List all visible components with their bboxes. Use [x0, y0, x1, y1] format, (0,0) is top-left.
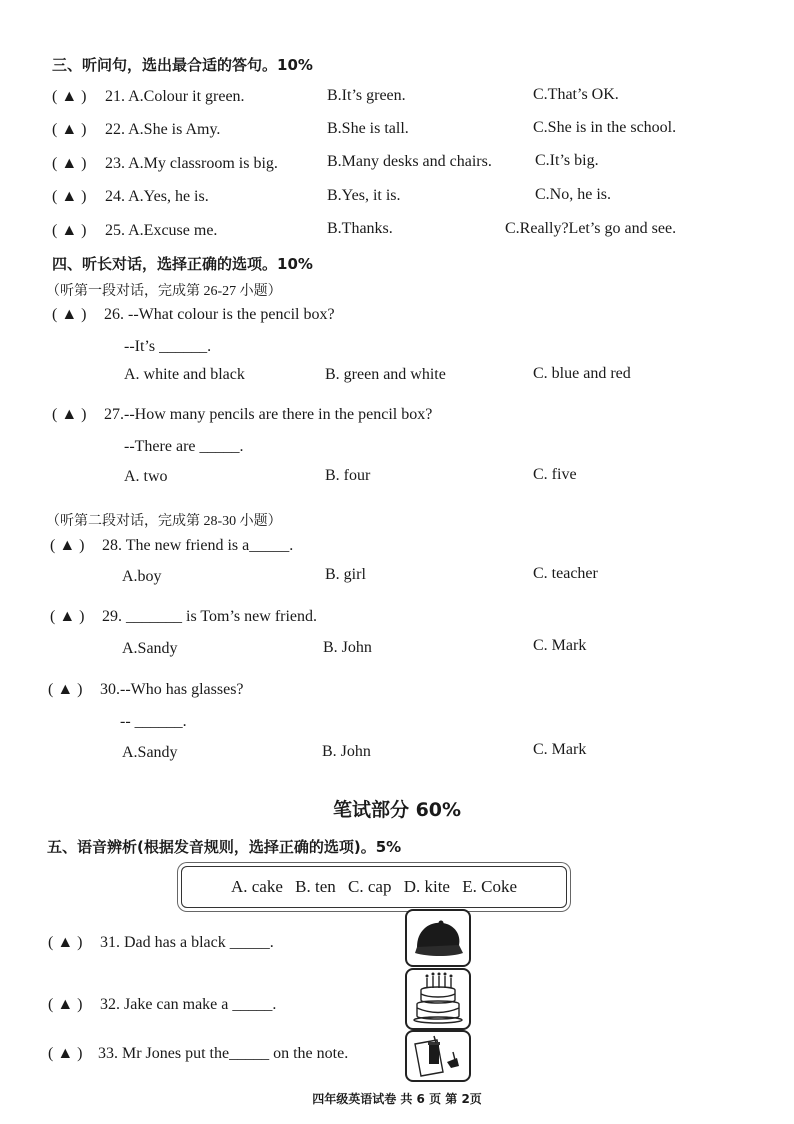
answer-paren[interactable]: ( ▲ ): [52, 222, 87, 239]
section3-title: 三、听问句，选出最合适的答句。10%: [52, 56, 313, 74]
option-c: C.It’s big.: [535, 152, 599, 169]
word-option-a: A. cake: [230, 877, 283, 896]
cap-icon: [407, 911, 469, 965]
option-b: B. John: [322, 743, 371, 760]
word-option-d: D. kite: [403, 877, 450, 896]
section5-title: 五、语音辨析(根据发音规则，选择正确的选项)。5%: [47, 838, 402, 856]
option-b: B. girl: [325, 566, 366, 583]
option-c: C.Really?Let’s go and see.: [505, 220, 677, 237]
option-a: A. white and black: [124, 366, 245, 383]
coke-picture: [405, 1030, 471, 1082]
word-bank: [182, 877, 566, 897]
option-c: C.She is in the school.: [533, 119, 677, 136]
option-c: C.No, he is.: [535, 186, 611, 203]
answer-paren[interactable]: ( ▲ ): [52, 306, 87, 323]
cake-icon: [407, 970, 469, 1028]
section4-title: 四、听长对话，选择正确的选项。10%: [52, 255, 313, 273]
option-c: C. Mark: [533, 741, 587, 758]
word-option-b: B. ten: [295, 877, 336, 896]
option-c: C. Mark: [533, 637, 587, 654]
cake-picture: [405, 968, 471, 1030]
option-b: B. four: [325, 467, 371, 484]
question-prompt: 31. Dad has a black _____.: [100, 934, 274, 951]
answer-paren[interactable]: ( ▲ ): [52, 121, 87, 138]
option-b: B.Yes, it is.: [327, 187, 401, 204]
question-prompt: 33. Mr Jones put the_____ on the note.: [98, 1045, 349, 1062]
option-b: B. green and white: [325, 366, 446, 383]
page-footer: 四年级英语试卷 共 6 页 第 2页: [312, 1092, 482, 1106]
question-prompt: 22. A.She is Amy.: [105, 121, 221, 138]
section4-note-2: （听第二段对话，完成第 28-30 小题）: [46, 514, 282, 529]
option-c: C. five: [533, 466, 577, 483]
option-b: B.She is tall.: [327, 120, 409, 137]
answer-line: -- ______.: [120, 713, 187, 730]
word-option-c: C. cap: [348, 877, 392, 896]
answer-paren[interactable]: ( ▲ ): [50, 537, 85, 554]
answer-paren[interactable]: ( ▲ ): [48, 1045, 83, 1062]
answer-line: --It’s ______.: [124, 338, 212, 355]
question-prompt: 21. A.Colour it green.: [105, 88, 245, 105]
option-a: A.Sandy: [122, 640, 178, 657]
word-option-e: E. Coke: [462, 877, 518, 896]
option-c: C. blue and red: [533, 365, 631, 382]
question-prompt: 30.--Who has glasses?: [100, 681, 244, 698]
question-prompt: 28. The new friend is a_____.: [102, 537, 294, 554]
option-c: C. teacher: [533, 565, 598, 582]
option-a: A. two: [124, 468, 168, 485]
answer-paren[interactable]: ( ▲ ): [52, 188, 87, 205]
question-prompt: 23. A.My classroom is big.: [105, 155, 278, 172]
option-a: A.boy: [122, 568, 162, 585]
answer-paren[interactable]: ( ▲ ): [52, 155, 87, 172]
word-bank-box: [181, 866, 567, 908]
question-prompt: 32. Jake can make a _____.: [100, 996, 277, 1013]
answer-line: --There are _____.: [124, 438, 244, 455]
question-prompt: 27.--How many pencils are there in the pencil box?: [104, 406, 433, 423]
question-prompt: 24. A.Yes, he is.: [105, 188, 209, 205]
option-b: B.Many desks and chairs.: [327, 153, 492, 170]
question-prompt: 26. --What colour is the pencil box?: [104, 306, 335, 323]
option-b: B.It’s green.: [327, 87, 406, 104]
question-prompt: 29. _______ is Tom’s new friend.: [102, 608, 318, 625]
question-prompt: 25. A.Excuse me.: [105, 222, 218, 239]
written-part-title: 笔试部分 60%: [332, 799, 462, 821]
answer-paren[interactable]: ( ▲ ): [50, 608, 85, 625]
section4-note-1: （听第一段对话，完成第 26-27 小题）: [46, 284, 282, 299]
option-c: C.That’s OK.: [533, 86, 619, 103]
answer-paren[interactable]: ( ▲ ): [48, 681, 83, 698]
option-b: B. John: [323, 639, 372, 656]
coke-icon: [407, 1032, 469, 1080]
option-a: A.Sandy: [122, 744, 178, 761]
cap-picture: [405, 909, 471, 967]
option-b: B.Thanks.: [327, 220, 393, 237]
answer-paren[interactable]: ( ▲ ): [52, 88, 87, 105]
answer-paren[interactable]: ( ▲ ): [48, 934, 83, 951]
answer-paren[interactable]: ( ▲ ): [52, 406, 87, 423]
answer-paren[interactable]: ( ▲ ): [48, 996, 83, 1013]
